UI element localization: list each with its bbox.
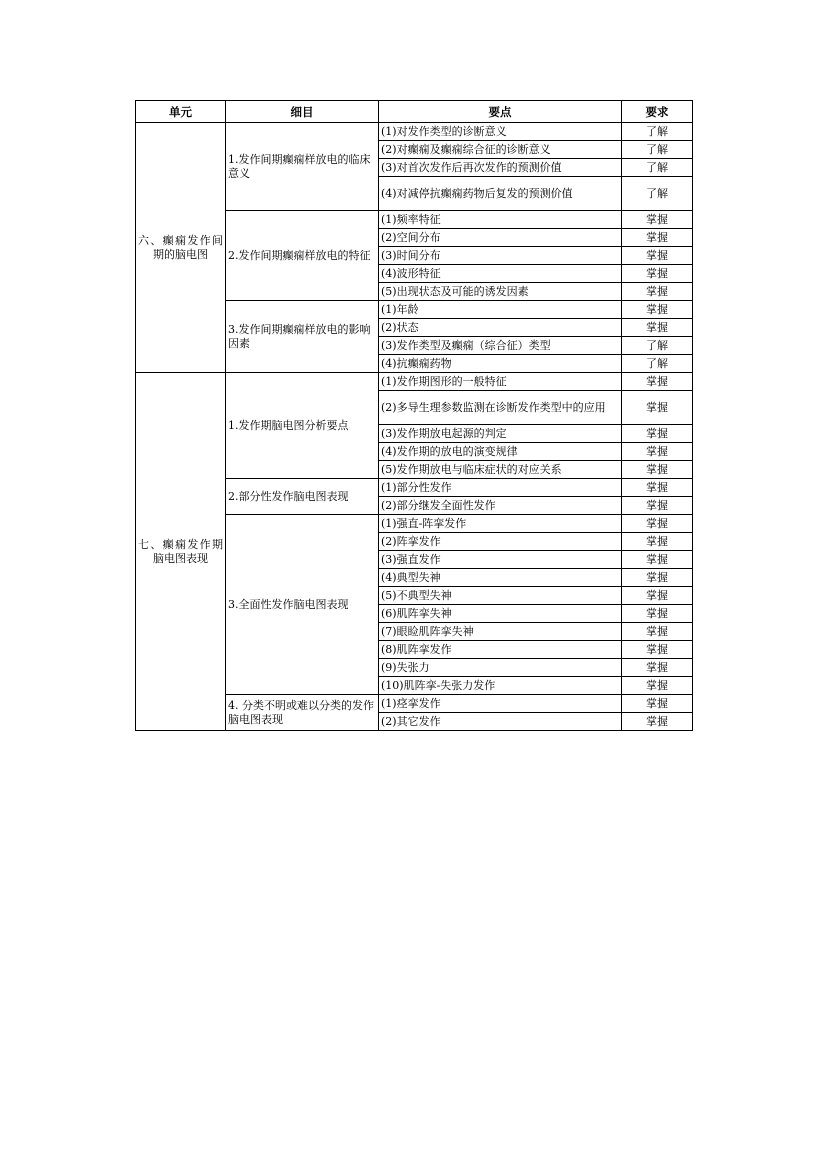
requirement-cell: 掌握 <box>622 497 693 515</box>
point-cell: (3)发作期放电起源的判定 <box>379 425 622 443</box>
syllabus-table <box>135 100 693 731</box>
requirement-cell: 了解 <box>622 337 693 355</box>
item-cell: 1.发作间期癫痫样放电的临床意义 <box>226 123 379 211</box>
point-cell: (8)肌阵挛发作 <box>379 641 622 659</box>
requirement-cell: 掌握 <box>622 319 693 337</box>
point-cell: (3)时间分布 <box>379 247 622 265</box>
point-cell: (2)部分继发全面性发作 <box>379 497 622 515</box>
item-cell: 3.发作间期癫痫样放电的影响因素 <box>226 301 379 373</box>
requirement-cell: 掌握 <box>622 211 693 229</box>
point-cell: (6)肌阵挛失神 <box>379 605 622 623</box>
requirement-cell: 掌握 <box>622 373 693 391</box>
point-cell: (1)强直-阵挛发作 <box>379 515 622 533</box>
table-row <box>136 123 693 141</box>
point-cell: (2)空间分布 <box>379 229 622 247</box>
requirement-cell: 掌握 <box>622 533 693 551</box>
requirement-cell: 了解 <box>622 159 693 177</box>
requirement-cell: 掌握 <box>622 659 693 677</box>
point-cell: (3)发作类型及癫痫（综合征）类型 <box>379 337 622 355</box>
requirement-cell: 掌握 <box>622 247 693 265</box>
header-row <box>136 101 693 123</box>
requirement-cell: 掌握 <box>622 391 693 425</box>
requirement-cell: 掌握 <box>622 551 693 569</box>
point-cell: (1)频率特征 <box>379 211 622 229</box>
requirement-cell: 了解 <box>622 123 693 141</box>
requirement-cell: 掌握 <box>622 265 693 283</box>
requirement-cell: 掌握 <box>622 623 693 641</box>
requirement-cell: 掌握 <box>622 587 693 605</box>
point-cell: (5)不典型失神 <box>379 587 622 605</box>
requirement-cell: 掌握 <box>622 283 693 301</box>
table-body <box>136 123 693 731</box>
point-cell: (4)波形特征 <box>379 265 622 283</box>
point-cell: (2)多导生理参数监测在诊断发作类型中的应用 <box>379 391 622 425</box>
requirement-cell: 掌握 <box>622 569 693 587</box>
requirement-cell: 掌握 <box>622 229 693 247</box>
header-point: 要点 <box>379 101 622 123</box>
item-cell: 4. 分类不明或难以分类的发作脑电图表现 <box>226 695 379 731</box>
point-cell: (10)肌阵挛-失张力发作 <box>379 677 622 695</box>
requirement-cell: 掌握 <box>622 461 693 479</box>
table-header <box>136 101 693 123</box>
point-cell: (2)状态 <box>379 319 622 337</box>
point-cell: (7)眼睑肌阵挛失神 <box>379 623 622 641</box>
point-cell: (2)阵挛发作 <box>379 533 622 551</box>
point-cell: (4)对减停抗癫痫药物后复发的预测价值 <box>379 177 622 211</box>
requirement-cell: 掌握 <box>622 713 693 731</box>
point-cell: (1)对发作类型的诊断意义 <box>379 123 622 141</box>
point-cell: (2)其它发作 <box>379 713 622 731</box>
requirement-cell: 掌握 <box>622 479 693 497</box>
point-cell: (1)年龄 <box>379 301 622 319</box>
item-cell: 2.发作间期癫痫样放电的特征 <box>226 211 379 301</box>
unit-cell: 六、癫痫发作间期的脑电图 <box>136 123 226 373</box>
item-cell: 2.部分性发作脑电图表现 <box>226 479 379 515</box>
requirement-cell: 了解 <box>622 141 693 159</box>
requirement-cell: 掌握 <box>622 443 693 461</box>
requirement-cell: 掌握 <box>622 515 693 533</box>
point-cell: (1)痉挛发作 <box>379 695 622 713</box>
point-cell: (4)抗癫痫药物 <box>379 355 622 373</box>
header-item: 细目 <box>226 101 379 123</box>
header-unit: 单元 <box>136 101 226 123</box>
point-cell: (4)发作期的放电的演变规律 <box>379 443 622 461</box>
point-cell: (3)强直发作 <box>379 551 622 569</box>
requirement-cell: 掌握 <box>622 301 693 319</box>
item-cell: 3.全面性发作脑电图表现 <box>226 515 379 695</box>
requirement-cell: 掌握 <box>622 695 693 713</box>
requirement-cell: 了解 <box>622 177 693 211</box>
requirement-cell: 掌握 <box>622 425 693 443</box>
unit-cell: 七、癫痫发作期脑电图表现 <box>136 373 226 731</box>
requirement-cell: 掌握 <box>622 605 693 623</box>
requirement-cell: 掌握 <box>622 677 693 695</box>
point-cell: (1)部分性发作 <box>379 479 622 497</box>
item-cell: 1.发作期脑电图分析要点 <box>226 373 379 479</box>
point-cell: (5)出现状态及可能的诱发因素 <box>379 283 622 301</box>
header-requirement: 要求 <box>622 101 693 123</box>
point-cell: (9)失张力 <box>379 659 622 677</box>
point-cell: (2)对癫痫及癫痫综合征的诊断意义 <box>379 141 622 159</box>
point-cell: (5)发作期放电与临床症状的对应关系 <box>379 461 622 479</box>
point-cell: (4)典型失神 <box>379 569 622 587</box>
requirement-cell: 了解 <box>622 355 693 373</box>
requirement-cell: 掌握 <box>622 641 693 659</box>
point-cell: (3)对首次发作后再次发作的预测价值 <box>379 159 622 177</box>
point-cell: (1)发作期图形的一般特征 <box>379 373 622 391</box>
table-row <box>136 373 693 391</box>
